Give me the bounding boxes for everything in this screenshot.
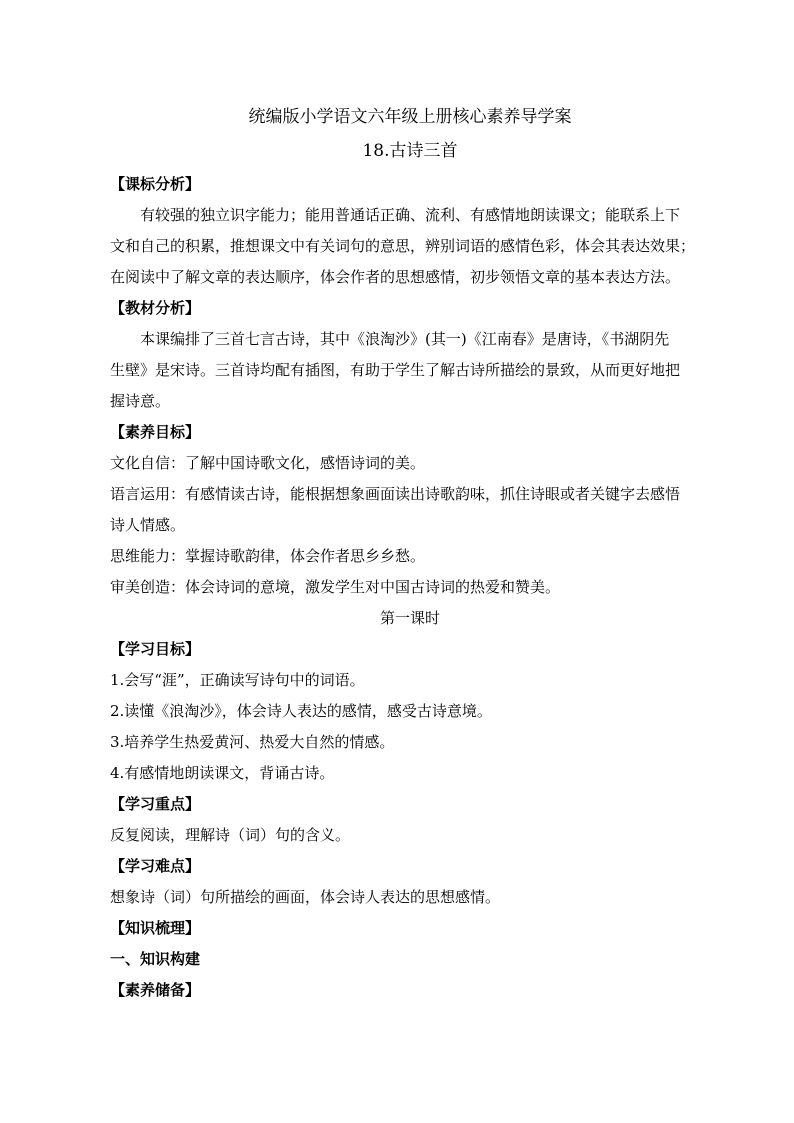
section-heading-learning-goals: 【学习目标】 xyxy=(110,640,201,658)
document-title: 统编版小学语文六年级上册核心素养导学案 xyxy=(248,107,572,127)
goal-line: 文化自信：了解中国诗歌文化，感悟诗词的美。 xyxy=(110,454,426,472)
lesson-title: 18.古诗三首 xyxy=(362,141,458,161)
list-item: 2.读懂《浪淘沙》，体会诗人表达的感情，感受古诗意境。 xyxy=(110,702,492,720)
list-item: 4.有感情地朗读课文，背诵古诗。 xyxy=(110,764,335,782)
paragraph-line: 握诗意。 xyxy=(110,392,171,410)
paragraph-line: 有较强的独立识字能力；能用普通话正确、流利、有感情地朗读课文；能联系上下 xyxy=(140,206,681,224)
goal-line: 审美创造：体会诗词的意境，激发学生对中国古诗词的热爱和赞美。 xyxy=(110,578,561,596)
section-heading-difficulties: 【学习难点】 xyxy=(110,857,201,875)
goal-line: 语言运用：有感情读古诗，能根据想象画面读出诗歌韵味，抓住诗眼或者关键字去感悟 xyxy=(110,485,681,503)
paragraph-line: 想象诗（词）句所描绘的画面，体会诗人表达的思想感情。 xyxy=(110,888,501,906)
list-item: 1.会写“涯”，正确读写诗句中的词语。 xyxy=(110,671,365,689)
paragraph-line: 在阅读中了解文章的表达顺序，体会作者的思想感情，初步领悟文章的基本表达方法。 xyxy=(110,268,681,286)
section-heading-key-points: 【学习重点】 xyxy=(110,795,201,813)
paragraph-line: 文和自己的积累，推想课文中有关词句的意思，辨别词语的感情色彩，体会其表达效果； xyxy=(110,237,696,255)
document-content xyxy=(110,106,710,1006)
section-heading-curriculum-analysis: 【课标分析】 xyxy=(110,175,201,193)
section-heading-knowledge-construction: 一、知识构建 xyxy=(110,950,201,968)
section-heading-literacy-goals: 【素养目标】 xyxy=(110,423,201,441)
section-heading-knowledge-review: 【知识梳理】 xyxy=(110,919,201,937)
list-item: 3.培养学生热爱黄河、热爱大自然的情感。 xyxy=(110,733,395,751)
goal-line: 思维能力：掌握诗歌韵律，体会作者思乡乡愁。 xyxy=(110,547,426,565)
goal-line: 诗人情感。 xyxy=(110,516,186,534)
section-heading-literacy-reserve: 【素养储备】 xyxy=(110,981,201,999)
period-title: 第一课时 xyxy=(379,609,440,627)
section-heading-textbook-analysis: 【教材分析】 xyxy=(110,299,201,317)
paragraph-line: 生壁》是宋诗。三首诗均配有插图，有助于学生了解古诗所描绘的景致，从而更好地把 xyxy=(110,361,681,379)
paragraph-line: 反复阅读，理解诗（词）句的含义。 xyxy=(110,826,351,844)
paragraph-line: 本课编排了三首七言古诗，其中《浪淘沙》(其一)《江南春》是唐诗，《书湖阴先 xyxy=(140,330,670,348)
